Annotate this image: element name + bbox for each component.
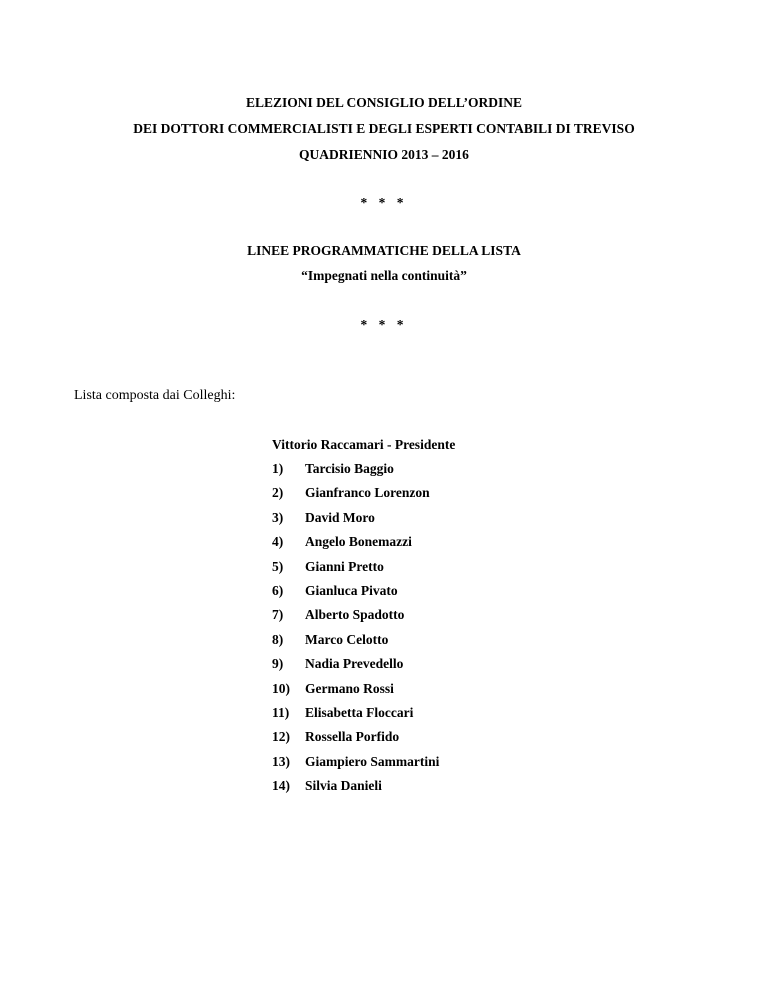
president-name: Vittorio Raccamari - Presidente bbox=[272, 437, 456, 452]
header-line-3: QUADRIENNIO 2013 – 2016 bbox=[299, 147, 469, 162]
member-name: Angelo Bonemazzi bbox=[305, 534, 412, 550]
member-name: Germano Rossi bbox=[305, 680, 394, 696]
member-number: 13) bbox=[272, 753, 290, 769]
member-name: Gianfranco Lorenzon bbox=[305, 485, 430, 501]
header-line-1: ELEZIONI DEL CONSIGLIO DELL’ORDINE bbox=[246, 95, 522, 110]
member-name: Silvia Danieli bbox=[305, 778, 382, 794]
member-name: Nadia Prevedello bbox=[305, 656, 404, 672]
member-number: 8) bbox=[272, 631, 284, 647]
member-number: 11) bbox=[272, 704, 290, 720]
member-number: 4) bbox=[272, 534, 284, 550]
member-name: Gianluca Pivato bbox=[305, 582, 398, 598]
member-name: Elisabetta Floccari bbox=[305, 704, 414, 720]
member-number: 7) bbox=[272, 607, 284, 623]
member-number: 10) bbox=[272, 680, 290, 696]
separator-stars-1: * * * bbox=[360, 195, 408, 210]
member-number: 5) bbox=[272, 558, 284, 574]
member-number: 6) bbox=[272, 582, 284, 598]
member-name: David Moro bbox=[305, 509, 375, 525]
member-name: Marco Celotto bbox=[305, 631, 389, 647]
member-number: 9) bbox=[272, 656, 284, 672]
member-name: Tarcisio Baggio bbox=[305, 461, 394, 476]
member-number: 1) bbox=[272, 461, 284, 476]
program-subtitle: “Impegnati nella continuità” bbox=[301, 268, 467, 283]
member-number: 3) bbox=[272, 509, 284, 525]
header-line-2: DEI DOTTORI COMMERCIALISTI E DEGLI ESPERTI CONTABILI DI TREVISO bbox=[133, 121, 635, 136]
member-name: Giampiero Sammartini bbox=[305, 753, 440, 769]
member-name: Rossella Porfido bbox=[305, 729, 400, 745]
member-name: Alberto Spadotto bbox=[305, 607, 405, 623]
member-number: 2) bbox=[272, 485, 284, 501]
separator-stars-2: * * * bbox=[360, 317, 408, 332]
member-number: 14) bbox=[272, 778, 290, 794]
program-title: LINEE PROGRAMMATICHE DELLA LISTA bbox=[247, 243, 521, 258]
intro-text: Lista composta dai Colleghi: bbox=[74, 388, 236, 403]
member-name: Gianni Pretto bbox=[305, 558, 384, 574]
member-number: 12) bbox=[272, 729, 290, 745]
